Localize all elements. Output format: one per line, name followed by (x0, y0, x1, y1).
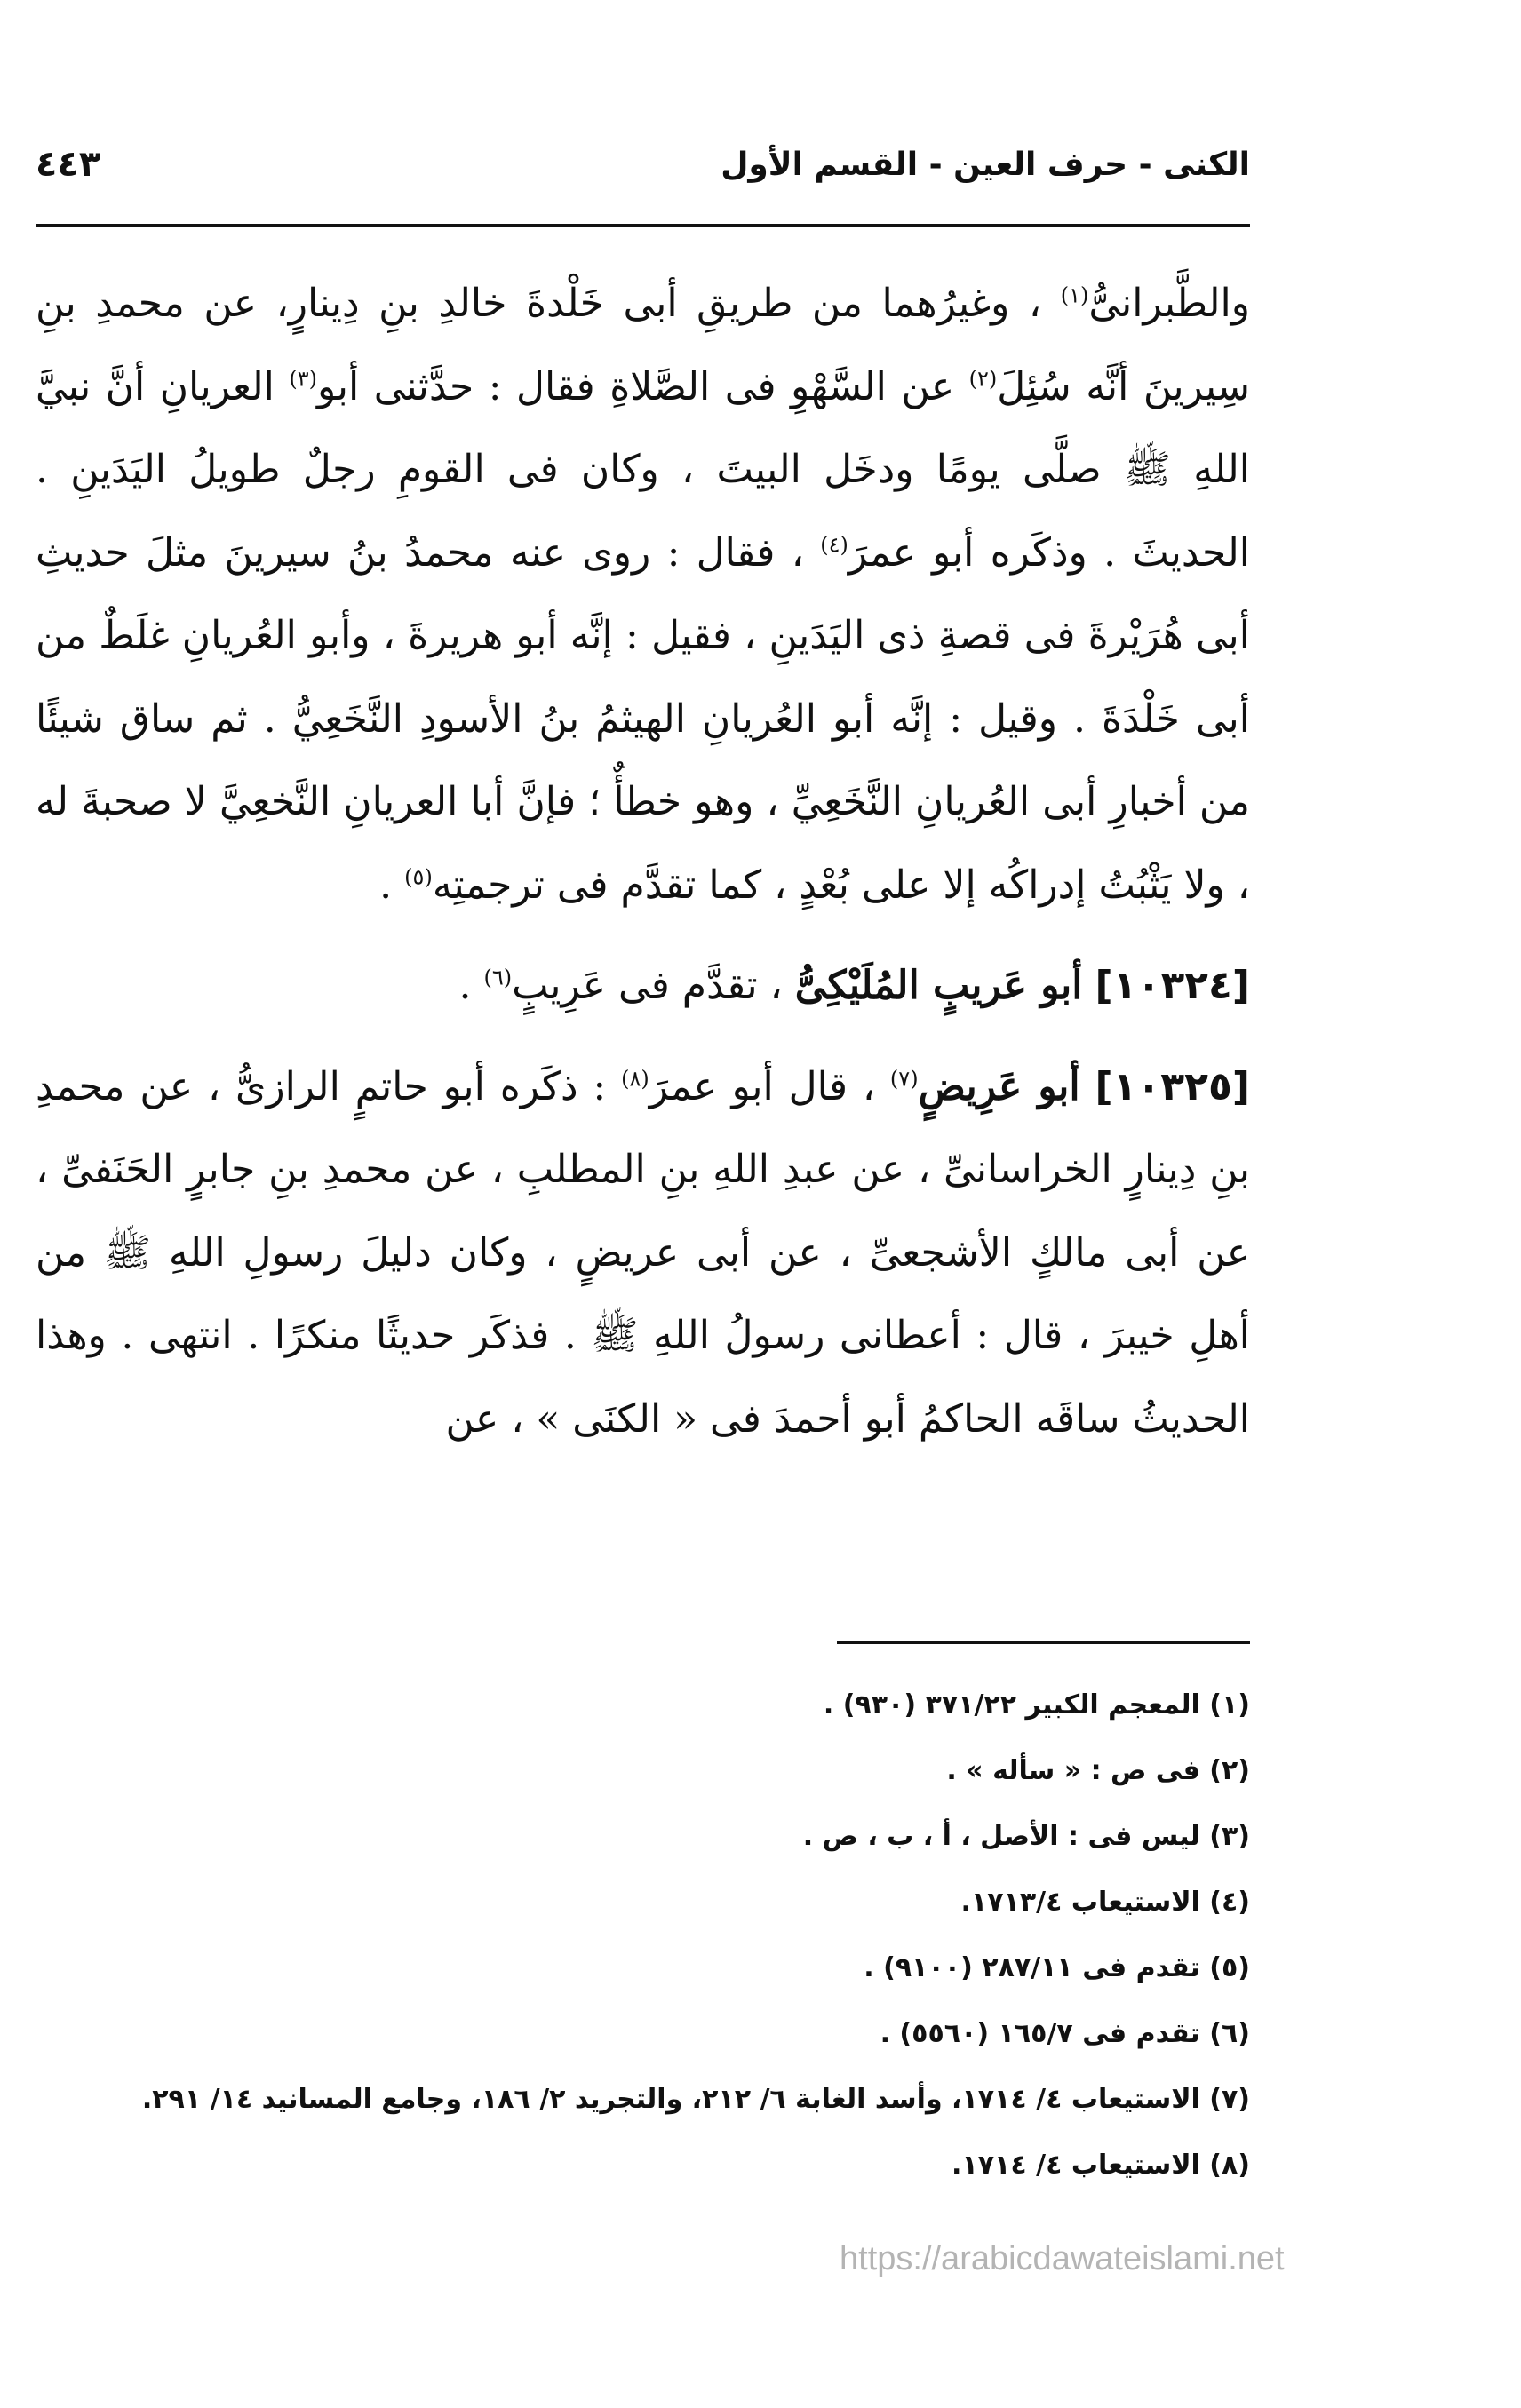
watermark-url: https://arabicdawateislami.net (840, 2240, 1285, 2277)
paragraph-1 (36, 262, 1250, 926)
footnotes (27, 1673, 1250, 2198)
footnote-separator (837, 1641, 1250, 1644)
footnote-7: (٧) الاستيعاب ٤/ ١٧١٤، وأسد الغابة ٦/ ٢١٢، والتجريد ٢/ ١٨٦، وجامع المسانيد ١٤/ ٢٩١. (141, 2084, 1250, 2115)
footnote-8: (٨) الاستيعاب ٤/ ١٧١٤. (952, 2150, 1250, 2181)
text-run: : ذكَره أبو حاتمٍ الرازىُّ ، عن محمدِ بنِ دِينارٍ الخراسانىِّ ، عن عبدِ اللهِ بنِ المطلبِ ، عن محمدِ بنِ جابرٍ الحَنَفىِّ ، عن أبى مالكٍ الأشجعىِّ ، عن أبى عريضٍ ، وكان دليلَ رسولِ اللهِ ﷺ من أهلِ خيبرَ ، قال : أعطانى رسولُ اللهِ ﷺ . فذكَر حديثًا منكرًا . انتهى . وهذا الحديثُ ساقَه الحاكمُ أبو أحمدَ فى « الكنَى » ، عن (36, 1063, 1250, 1442)
text-run: ، قال أبو عمرَ (649, 1063, 876, 1109)
text-run: ، وغيرُهما من طريقِ أبى خَلْدةَ خالدِ بنِ دِينارٍ، عن محمدِ بنِ سِيرينَ أنَّه سُئِلَ (36, 281, 1250, 409)
text-run: ، فقال : روى عنه محمدُ بنُ سيرينَ مثلَ حديثِ أبى هُرَيْرةَ فى قصةِ ذى اليَدَينِ ، فقيل : إنَّه أبو هريرةَ ، وأبو العُريانِ غلَطٌ من أبى خَلْدَةَ . وقيل : إنَّه أبو العُريانِ الهيثمُ بنُ الأسودِ النَّخَعِيُّ . ثم ساق شيئًا من أخبارِ أبى العُريانِ النَّخَعِيِّ ، وهو خطأٌ ؛ فإنَّ أبا العريانِ النَّخعِيَّ لا صحبةَ له ، ولا يَثْبُتُ إدراكُه إلا على بُعْدٍ ، كما تقدَّم فى ترجمتِه (36, 529, 1250, 908)
entry-number: [١٠٣٢٥] (1095, 1063, 1250, 1109)
footnote-6: (٦) تقدم فى ١٦٥/٧ (٥٥٦٠) . (880, 2018, 1250, 2049)
entry-10324 (36, 944, 1250, 1028)
footnote-ref-2: (٢) (968, 365, 998, 391)
running-header (36, 133, 1250, 195)
footnote-ref-4: (٤) (820, 531, 848, 557)
page-number: ٤٤٣ (36, 144, 101, 185)
footnote-3: (٣) ليس فى : الأصل ، أ ، ب ، ص . (802, 1821, 1250, 1852)
footnote-2: (٢) فى ص : « سأله » . (946, 1755, 1250, 1786)
header-rule (36, 224, 1250, 227)
footnote-1: (١) المعجم الكبير ٣٧١/٢٢ (٩٣٠) . (823, 1689, 1250, 1721)
footnote-ref-3: (٣) (289, 365, 317, 391)
text-run: . (379, 862, 393, 908)
text-run: ، تقدَّم فى عَرِيبٍ (512, 963, 783, 1008)
entry-name: أبو عَريبٍ المُلَيْكِىُّ (794, 963, 1083, 1008)
entry-10325 (36, 1045, 1250, 1461)
footnote-4: (٤) الاستيعاب ١٧١٣/٤. (960, 1887, 1250, 1918)
footnote-ref-6: (٦) (483, 965, 513, 990)
entry-name: أبو عَرِيضٍ (918, 1063, 1080, 1109)
text-run: . (458, 963, 472, 1008)
text-run: عن السَّهْوِ فى الصَّلاةِ فقال : حدَّثنى أبو (317, 363, 955, 409)
entry-number: [١٠٣٢٤] (1095, 963, 1250, 1008)
text-run: والطَّبرانىُّ (1088, 281, 1250, 326)
text-run: العريانِ أنَّ نبيَّ اللهِ ﷺ صلَّى يومًا ودخَل البيتَ ، وكان فى القومِ رجلٌ طويلُ اليَدَينِ . الحديثَ . وذكَره أبو عمرَ (36, 363, 1250, 576)
footnote-ref-7: (٧) (889, 1065, 919, 1091)
footnote-ref-8: (٨) (621, 1065, 649, 1091)
footnote-ref-5: (٥) (404, 863, 433, 889)
main-text (36, 262, 1250, 1460)
footnote-ref-1: (١) (1060, 282, 1089, 308)
header-title: الكنى - حرف العين - القسم الأول (721, 146, 1250, 183)
footnote-5: (٥) تقدم فى ٢٨٧/١١ (٩١٠٠) . (864, 1952, 1250, 1983)
